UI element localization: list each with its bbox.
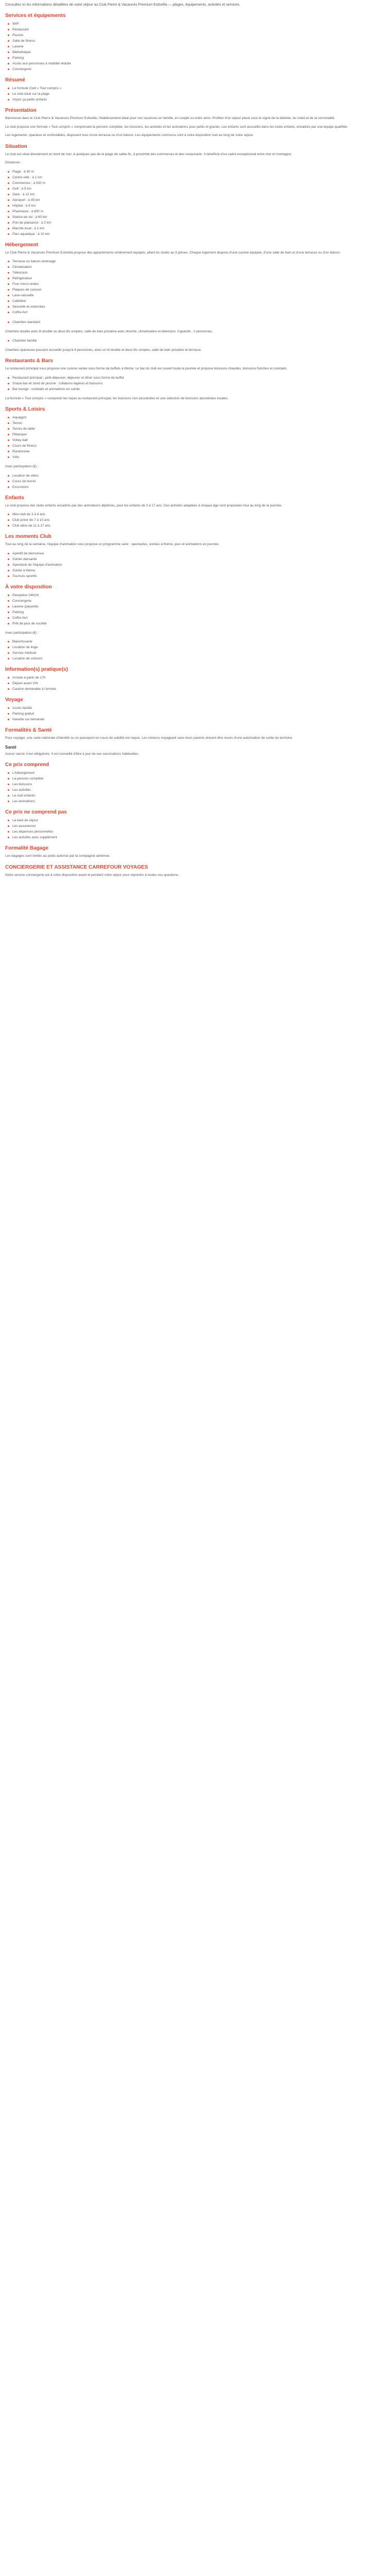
- concierge-paragraph: Notre service conciergerie est à votre disposition avant et pendant votre séjour pour répondre à toutes vos questions.: [5, 873, 180, 877]
- list-item: Service médical: [12, 650, 386, 656]
- nonconforme-title: Ce prix ne comprend pas: [5, 809, 67, 815]
- list-item: Soirée à thème: [12, 568, 386, 573]
- pratique-list: [5, 675, 386, 692]
- list-item: Navette sur demande: [12, 717, 386, 722]
- enfants-title: Enfants: [5, 495, 24, 501]
- list-item: Apéritif de bienvenue: [12, 551, 386, 556]
- list-item: Volley-ball: [12, 437, 386, 443]
- list-item: Les activités: [12, 787, 386, 793]
- room-type-list: [5, 338, 386, 344]
- list-item: Pétanque: [12, 432, 386, 437]
- presentation-paragraph: Bienvenue dans le Club Pierre & Vacances Premium Estivella, l'établissement idéal pour vos vacances en famille, en couple ou entre amis. Profitez d'un séjour placé sous le signe de la détente, du soleil et de la convivialité.: [5, 116, 335, 120]
- formalites-title: Formalités & Santé: [5, 727, 52, 733]
- list-item: Coffre-fort: [12, 310, 386, 315]
- avec-list: [5, 639, 386, 662]
- restaurants-paragraph: Le restaurant principal vous propose une cuisine variée sous forme de buffets à thème. Le bar du club est ouvert toute la journée et propose boissons chaudes, boissons fraîches et cocktails.: [5, 367, 287, 370]
- list-item: Voyez ça petits enfants: [12, 97, 386, 103]
- presentation-title: Présentation: [5, 108, 37, 113]
- list-item: Le club enfants: [12, 793, 386, 799]
- formalites-paragraph: Pour voyager, une carte nationale d'identité ou un passeport en cours de validité est requis. Les mineurs voyageant sans leurs parents doivent être munis d'une autorisation de sortie du territoire.: [5, 736, 293, 740]
- list-item: Golf : à 5 km: [12, 186, 386, 192]
- room-type-standard: Chambre standard: [12, 319, 386, 325]
- resume-title: Résumé: [5, 77, 25, 83]
- plus-list: [5, 705, 386, 722]
- services-list: [5, 21, 386, 72]
- plus-title: Voyage: [5, 697, 23, 703]
- info-list: [5, 592, 386, 626]
- list-item: Terrasse ou balcon aménagé: [12, 259, 386, 264]
- list-item: Réfrigérateur: [12, 276, 386, 281]
- hebergement-title: Hébergement: [5, 242, 38, 248]
- moments-title: Les moments Club: [5, 534, 52, 539]
- enfants-paragraph: Le club propose des clubs enfants encadrés par des animateurs diplômés, pour les enfants de 3 à 17 ans. Des activités adaptées à chaque âge sont proposées tout au long de la journée.: [5, 503, 282, 507]
- list-item: Mini-club de 3 à 6 ans: [12, 512, 386, 517]
- bagage-title: Formalité Bagage: [5, 845, 48, 851]
- list-item: Plaques de cuisson: [12, 287, 386, 293]
- enfants-list: [5, 512, 386, 529]
- list-item: Laverie (payante): [12, 604, 386, 609]
- list-item: Les activités avec supplément: [12, 835, 386, 840]
- list-item: Commerces : à 500 m: [12, 180, 386, 186]
- list-item: Parc aquatique : à 10 km: [12, 231, 386, 237]
- list-item: Conciergerie: [12, 66, 386, 72]
- list-item: WiFi: [12, 21, 386, 27]
- list-item: Lave-vaisselle: [12, 293, 386, 298]
- page-content: [0, 2, 391, 878]
- pratique-title: Information(s) pratique(s): [5, 667, 68, 672]
- list-item: Excursions: [12, 484, 386, 490]
- list-item: Arrivée à partir de 17h: [12, 675, 386, 681]
- restaurants-title: Restaurants & Bars: [5, 358, 53, 364]
- list-item: Plage : à 50 m: [12, 169, 386, 175]
- list-item: Parking: [12, 609, 386, 615]
- list-item: Pharmacie : à 800 m: [12, 209, 386, 214]
- list-item: La taxe de séjour: [12, 818, 386, 823]
- list-item: Les dépenses personnelles: [12, 829, 386, 835]
- list-item: Gare : à 12 km: [12, 192, 386, 197]
- list-item: Cours de tennis: [12, 479, 386, 484]
- list-item: Caution demandée à l'arrivée: [12, 686, 386, 692]
- list-item: Conciergerie: [12, 598, 386, 604]
- intro-text: Consultez ici les informations détaillées de votre séjour au Club Pierre & Vacances Premium Estivella — plages, équipements, activités et services.: [5, 3, 240, 7]
- room-type-list: [5, 319, 386, 325]
- info-title: À votre disposition: [5, 584, 52, 590]
- list-item: La pension complète: [12, 776, 386, 782]
- hebergement-paragraph: Le Club Pierre & Vacances Premium Estivella propose des appartements entièrement équipés, allant du studio au 3 pièces. Chaque logement dispose d'une cuisine équipée, d'une salle de bain et d'une terrasse ou d'un balcon.: [5, 250, 341, 255]
- conforme-title: Ce prix comprend: [5, 762, 50, 768]
- resume-list: [5, 86, 386, 103]
- list-item: Aéroport : à 45 km: [12, 197, 386, 203]
- list-item: Parking gratuit: [12, 711, 386, 717]
- list-item: Aquagym: [12, 415, 386, 420]
- formalites-paragraph: Aucun vaccin n'est obligatoire. Il est conseillé d'être à jour de ses vaccinations habituelles.: [5, 752, 139, 756]
- moments-list: [5, 551, 386, 579]
- list-item: Climatisation: [12, 264, 386, 270]
- list-item: Location de vélos: [12, 473, 386, 479]
- list-item: Les assurances: [12, 823, 386, 829]
- list-item: Réception 24h/24: [12, 592, 386, 598]
- list-item: Snack-bar en bord de piscine : collations légères et boissons: [12, 381, 386, 386]
- list-item: Restaurant principal : petit-déjeuner, déjeuner et dîner sous forme de buffet: [12, 375, 386, 381]
- restaurants-list: [5, 375, 386, 392]
- list-item: Tournois sportifs: [12, 573, 386, 579]
- list-item: Télévision: [12, 270, 386, 276]
- list-item: Marché local : à 1 km: [12, 226, 386, 231]
- list-item: Cours de fitness: [12, 443, 386, 449]
- list-item: Centre-ville : à 1 km: [12, 175, 386, 180]
- situation-list: [5, 169, 386, 237]
- list-item: Accès facilité: [12, 705, 386, 711]
- list-item: Le club situé sur la plage: [12, 91, 386, 97]
- situation-title: Situation: [5, 143, 27, 149]
- list-item: Blanchisserie: [12, 639, 386, 645]
- list-item: Salle de fitness: [12, 38, 386, 44]
- bagage-paragraph: Les bagages sont limités au poids autorisé par la compagnie aérienne.: [5, 854, 110, 858]
- list-item: Cafetière: [12, 298, 386, 304]
- list-item: Port de plaisance : à 2 km: [12, 220, 386, 226]
- list-item: Laverie: [12, 44, 386, 49]
- list-item: Prêt de jeux de société: [12, 621, 386, 626]
- formalites-subtitle: Santé: [5, 744, 17, 750]
- list-item: Randonnée: [12, 449, 386, 454]
- list-item: Coffre-fort: [12, 615, 386, 621]
- list-item: Parking: [12, 55, 386, 61]
- presentation-paragraph: Le club propose une formule « Tout compris » comprenant la pension complète, les boissons, les activités et les animations pour petits et grands. Les enfants sont accueillis dans les clubs enfants, encadrés par une équipe qualifiée.: [5, 125, 348, 129]
- avec-title: Avec participation (€) :: [5, 631, 39, 635]
- list-item: Bibliothèque: [12, 49, 386, 55]
- sports-paid-label: Avec participation (€) :: [5, 465, 39, 468]
- list-item: Le formule Club « Tout compris »: [12, 86, 386, 91]
- hebergement-list: [5, 259, 386, 315]
- situation-paragraph: Le club est situé directement en bord de mer, à quelques pas de la plage de sable fin, à proximité des commerces et des restaurants. Il bénéficie d'un cadre exceptionnel entre mer et montagne.: [5, 152, 292, 156]
- list-item: Les animations: [12, 799, 386, 804]
- room-type-family-description: Chambre spacieuse pouvant accueillir jusqu'à 4 personnes, avec un lit double et deux lits simples, salle de bain privative et terrasse.: [5, 348, 202, 352]
- list-item: L'hébergement: [12, 770, 386, 776]
- list-item: Spectacle de l'équipe d'animation: [12, 562, 386, 568]
- services-title: Services et équipements: [5, 13, 66, 19]
- sports-title: Sports & Loisirs: [5, 406, 45, 412]
- restaurants-paragraph: La formule « Tout compris » comprend les repas au restaurant principal, les boissons non alcoolisées et une sélection de boissons alcoolisées locales.: [5, 396, 229, 400]
- list-item: Tennis de table: [12, 426, 386, 432]
- presentation-paragraph: Les logements, spacieux et confortables, disposent tous d'une terrasse ou d'un balcon. Les équipements communs sont à votre disposition tout au long de votre séjour.: [5, 133, 254, 137]
- list-item: Soirée dansante: [12, 556, 386, 562]
- list-item: Départ avant 10h: [12, 681, 386, 686]
- list-item: Station de ski : à 60 km: [12, 214, 386, 220]
- list-item: Vaisselle et ustensiles: [12, 304, 386, 310]
- list-item: Location de linge: [12, 645, 386, 650]
- list-item: Club junior de 7 à 10 ans: [12, 517, 386, 523]
- list-item: Restaurant: [12, 27, 386, 32]
- list-item: Location de voitures: [12, 656, 386, 662]
- list-item: Bar lounge : cocktails et animations en soirée: [12, 386, 386, 392]
- concierge-title: CONCIERGERIE ET ASSISTANCE CARREFOUR VOYAGES: [5, 864, 148, 870]
- room-type-standard-description: Chambre double avec lit double ou deux lits simples, salle de bain privative avec douche, climatisation et télévision. Capacité : 2 personnes.: [5, 330, 213, 333]
- list-item: Four micro-ondes: [12, 281, 386, 287]
- sports-paid-list: [5, 473, 386, 490]
- nonconforme-list: [5, 818, 386, 840]
- sports-list: [5, 415, 386, 460]
- moments-paragraph: Tout au long de la semaine, l'équipe d'animation vous propose un programme varié : spectacles, soirées à thème, jeux et animations en journée.: [5, 543, 220, 546]
- list-item: Club ados de 11 à 17 ans: [12, 523, 386, 529]
- list-item: Hôpital : à 8 km: [12, 203, 386, 209]
- list-item: Vélo: [12, 454, 386, 460]
- list-item: Accès aux personnes à mobilité réduite: [12, 61, 386, 66]
- conforme-list: [5, 770, 386, 804]
- list-item: Les boissons: [12, 782, 386, 787]
- list-item: Piscine: [12, 32, 386, 38]
- room-type-family: Chambre famille: [12, 338, 386, 344]
- list-item: Tennis: [12, 420, 386, 426]
- situation-distances-label: Distances :: [5, 161, 22, 164]
